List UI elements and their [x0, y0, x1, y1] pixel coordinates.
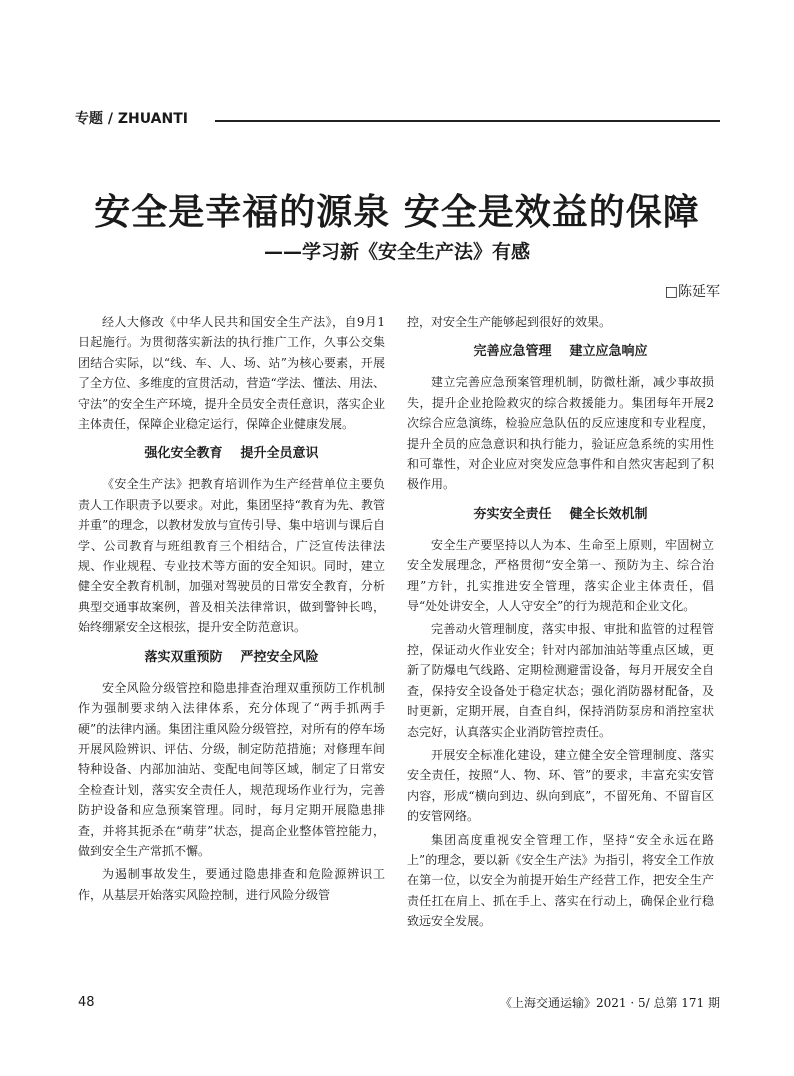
section-heading: 完善应急管理 建立应急响应	[473, 344, 648, 360]
body-paragraph: 安全生产要坚持以人为本、生命至上原则，牢固树立安全发展理念，严格贯彻“安全第一、预防为主、综合治理”方针，扎实推进安全管理，落实企业主体责任，倡导“处处讲安全，人人守安全”的行为规范和企业文化。	[407, 537, 714, 614]
continued-paragraph: 控，对安全生产能够起到很好的效果。	[407, 315, 612, 329]
body-paragraph: 完善动火管理制度，落实申报、审批和监管的过程管控，保证动火作业安全；针对内部加油站等重点区域，更新了防爆电气线路、定期检测避雷设备，每月开展安全自查，保持安全设备处于稳定状态；强化消防器材配备，及时更新，定期开展，自查自纠，保持消防泵房和消控室状态完好，认真落实企业消防管控责任。	[407, 622, 714, 739]
section-heading: 落实双重预防 严控安全风险	[144, 649, 319, 665]
section-header	[75, 108, 720, 130]
article-author: □陈延军	[664, 284, 720, 300]
body-paragraph: 集团高度重视安全管理工作，坚持“安全永远在路上”的理念，要以新《安全生产法》为指引，将安全工作放在第一位，以安全为前提开始生产经营工作，把安全生产责任扛在肩上、抓在手上、落实在行动上，确保企业行稳致远安全发展。	[407, 832, 714, 929]
article-subtitle: ——学习新《安全生产法》有感	[263, 241, 530, 263]
body-paragraph: 为遏制事故发生，要通过隐患排查和危险源辨识工作，从基层开始落实风险控制，进行风险分级管	[78, 867, 385, 902]
journal-citation: 《上海交通运输》2021 · 5/ 总第 171 期	[499, 996, 720, 1010]
intro-paragraph: 经人大修改《中华人民共和国安全生产法》，自9月1日起施行。为贯彻落实新法的执行推广工作，久事公交集团结合实际，以“线、车、人、场、站”为核心要素，开展了全方位、多维度的宣贯活动，营造“学法、懂法、用法、守法”的安全生产环境，提升全员安全责任意识，落实企业主体责任，保障企业稳定运行，保障企业健康发展。	[78, 315, 385, 432]
page-number: 48	[78, 995, 95, 1010]
body-paragraph: 开展安全标准化建设，建立健全安全管理制度、落实安全责任，按照“人、物、环、管”的要求，丰富充实安管内容，形成“横向到边、纵向到底”，不留死角、不留盲区的安管网络。	[407, 747, 714, 824]
section-label: 专题 / ZHUANTI	[75, 111, 188, 127]
body-paragraph: 《安全生产法》把教育培训作为生产经营单位主要负责人工作职责予以要求。对此，集团坚持“教育为先、教管并重”的理念，以教材发放与宣传引导、集中培训与课后自学、公司教育与班组教育三个相结合，广泛宣传法律法规、作业规程、专业技术等方面的安全知识。同时，建立健全安全教育机制，加强对驾驶员的日常安全教育，分析典型交通事故案例，普及相关法律常识，做到警钟长鸣，始终绷紧安全这根弦，提升安全防范意识。	[78, 477, 385, 635]
body-paragraph: 建立完善应急预案管理机制，防微杜渐，减少事故损失，提升企业抢险救灾的综合救援能力。集团每年开展2次综合应急演练，检验应急队伍的反应速度和专业程度，提升全员的应急意识和执行能力，验证应急系统的实用性和可靠性，对企业应对突发应急事件和自然灾害起到了积极作用。	[407, 375, 714, 492]
left-column	[78, 312, 385, 908]
right-column	[407, 312, 714, 935]
header-rule	[215, 120, 720, 122]
article-title: 安全是幸福的源泉 安全是效益的保障	[94, 191, 700, 233]
body-paragraph: 安全风险分级管控和隐患排查治理双重预防工作机制作为强制要求纳入法律体系，充分体现了“两手抓两手硬”的法律内涵。集团注重风险分级管控，对所有的停车场开展风险辨识、评估、分级，制定防范措施；对修理车间特种设备、内部加油站、变配电间等区域，制定了日常安全检查计划，落实安全责任人，规范现场作业行为，完善防护设备和应急预案管理。同时，每月定期开展隐患排查，并将其扼杀在“萌芽”状态，提高企业整体管控能力，做到安全生产常抓不懈。	[78, 680, 385, 858]
section-heading: 强化安全教育 提升全员意识	[144, 446, 319, 462]
section-heading: 夯实安全责任 健全长效机制	[473, 506, 648, 522]
